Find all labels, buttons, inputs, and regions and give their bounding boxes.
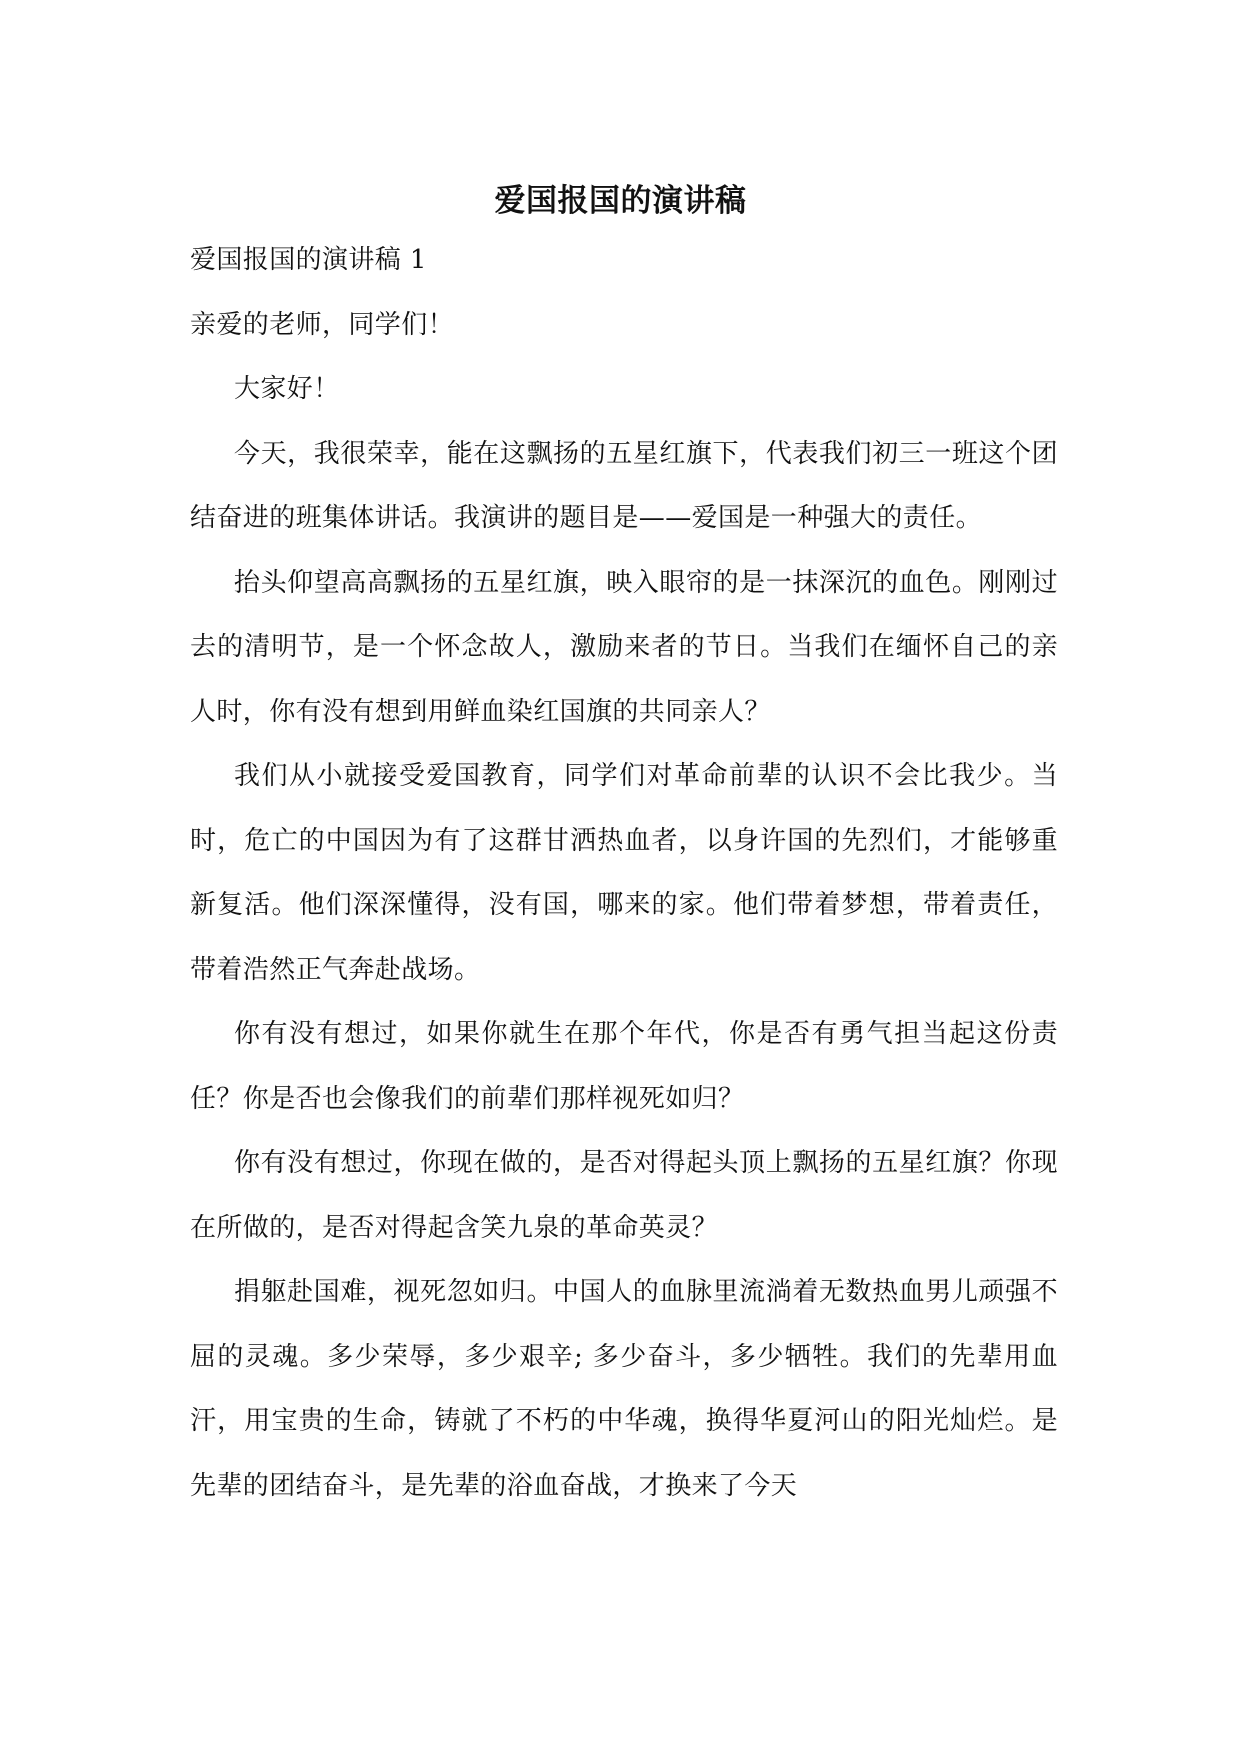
body-paragraph: 你有没有想过，你现在做的，是否对得起头顶上飘扬的五星红旗？你现在所做的，是否对得起含笑九泉的革命英灵？	[190, 1148, 1058, 1243]
document-body	[190, 228, 1058, 1518]
body-paragraph: 今天，我很荣幸，能在这飘扬的五星红旗下，代表我们初三一班这个团结奋进的班集体讲话。我演讲的题目是——爱国是一种强大的责任。	[190, 438, 1058, 533]
greeting-paragraph: 大家好！	[234, 374, 340, 404]
body-paragraph: 我们从小就接受爱国教育，同学们对革命前辈的认识不会比我少。当时，危亡的中国因为有了这群甘洒热血者，以身许国的先烈们，才能够重新复活。他们深深懂得，没有国，哪来的家。他们带着梦想，带着责任，带着浩然正气奔赴战场。	[190, 761, 1058, 985]
body-paragraph: 你有没有想过，如果你就生在那个年代，你是否有勇气担当起这份责任？你是否也会像我们的前辈们那样视死如归？	[190, 1019, 1058, 1114]
salutation: 亲爱的老师，同学们！	[190, 309, 455, 340]
body-paragraph: 捐躯赴国难，视死忽如归。中国人的血脉里流淌着无数热血男儿顽强不屈的灵魂。多少荣辱，多少艰辛; 多少奋斗，多少牺牲。我们的先辈用血汗，用宝贵的生命，铸就了不朽的中华魂，换得华夏河山的阳光灿烂。是先辈的团结奋斗，是先辈的浴血奋战，才换来了今天	[190, 1277, 1058, 1501]
body-paragraph: 抬头仰望高高飘扬的五星红旗，映入眼帘的是一抹深沉的血色。刚刚过去的清明节，是一个怀念故人，激励来者的节日。当我们在缅怀自己的亲人时，你有没有想到用鲜血染红国旗的共同亲人？	[190, 567, 1058, 727]
section-heading: 爱国报国的演讲稿 1	[190, 245, 427, 275]
document-title: 爱国报国的演讲稿	[494, 182, 747, 219]
